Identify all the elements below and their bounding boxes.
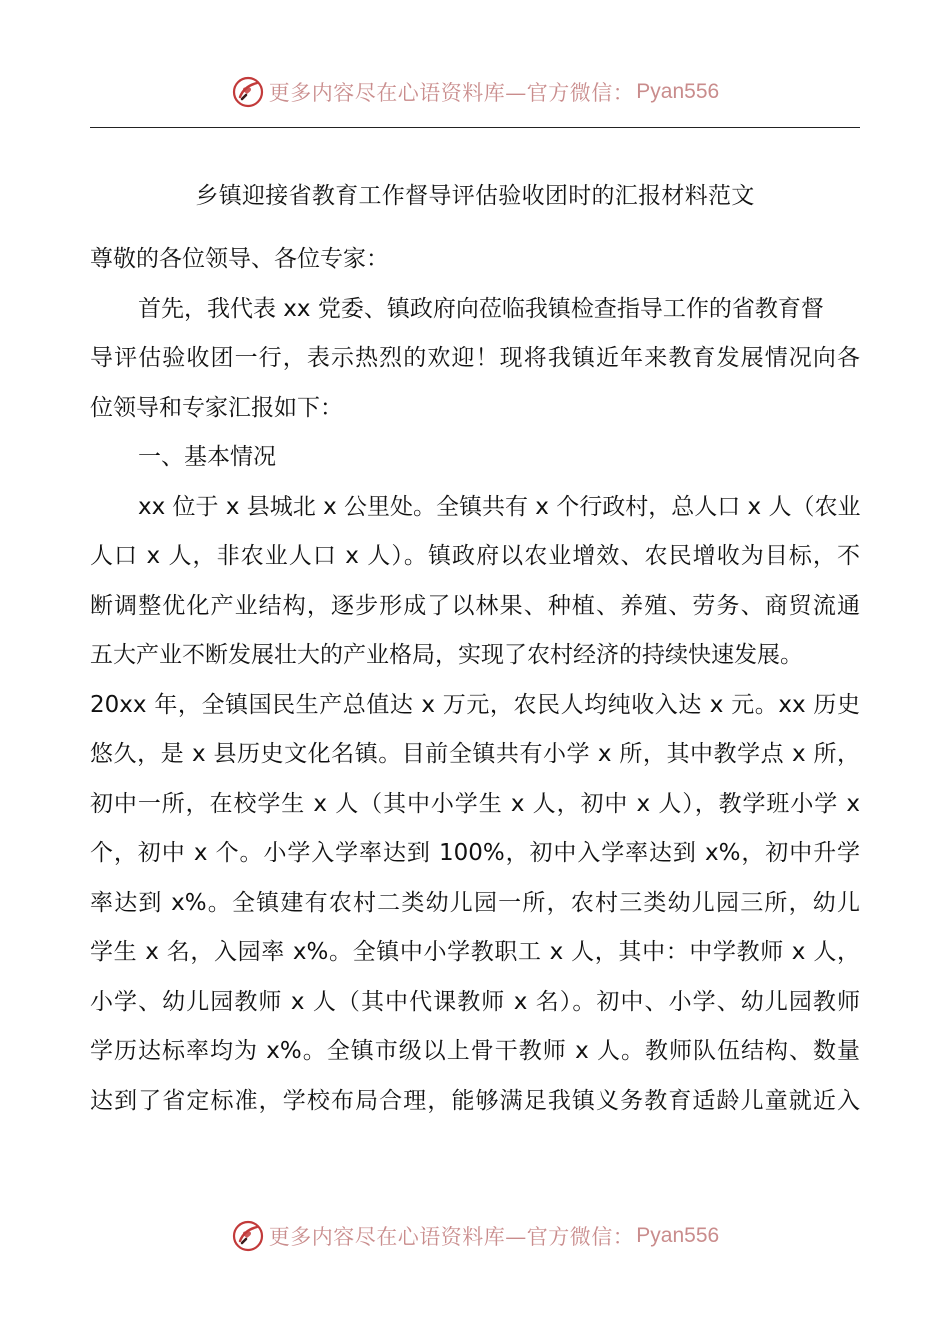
paragraph-line: 人口 x 人，非农业人口 x 人）。镇政府以农业增效、农民增收为目标，不 bbox=[90, 543, 860, 569]
paragraph-line: 位领导和专家汇报如下： bbox=[90, 394, 343, 421]
paragraph-line: 个，初中 x 个。小学入学率达到 100%，初中入学率达到 x%，初中升学 bbox=[90, 840, 860, 866]
pen-heart-logo-icon bbox=[231, 75, 265, 109]
paragraph-line: 率达到 x%。全镇建有农村二类幼儿园一所，农村三类幼儿园三所，幼儿 bbox=[90, 889, 860, 916]
salutation-line: 尊敬的各位领导、各位专家： bbox=[90, 246, 389, 272]
paragraph-line: 小学、幼儿园教师 x 人（其中代课教师 x 名）。初中、小学、幼儿园教师 bbox=[90, 988, 860, 1015]
paragraph-line: 断调整优化产业结构，逐步形成了以林果、种植、养殖、劳务、商贸流通 bbox=[90, 592, 860, 619]
paragraph-line: 初中一所，在校学生 x 人（其中小学生 x 人，初中 x 人），教学班小学 x bbox=[90, 790, 860, 817]
watermark-text: 更多内容尽在心语资料库—官方微信： bbox=[268, 81, 635, 105]
paragraph-line: 悠久，是 x 县历史文化名镇。目前全镇共有小学 x 所，其中教学点 x 所， bbox=[90, 741, 860, 767]
watermark-text: 更多内容尽在心语资料库—官方微信： bbox=[268, 1225, 635, 1249]
paragraph-line: 导评估验收团一行，表示热烈的欢迎！现将我镇近年来教育发展情况向各 bbox=[90, 345, 860, 371]
section-heading: 一、基本情况 bbox=[138, 444, 276, 470]
paragraph-line: 20xx 年，全镇国民生产总值达 x 万元，农民人均纯收入达 x 元。xx 历史 bbox=[90, 691, 860, 718]
pen-heart-logo-icon bbox=[231, 1219, 265, 1253]
watermark-wechat-id: Pyan556 bbox=[636, 80, 720, 103]
footer-watermark bbox=[0, 1214, 950, 1258]
header-watermark bbox=[0, 70, 950, 114]
paragraph-line: 首先，我代表 xx 党委、镇政府向莅临我镇检查指导工作的省教育督 bbox=[138, 295, 824, 322]
watermark-wechat-id: Pyan556 bbox=[636, 1224, 720, 1247]
document-body bbox=[90, 235, 860, 1126]
paragraph-line: 学历达标率均为 x%。全镇市级以上骨干教师 x 人。教师队伍结构、数量 bbox=[90, 1038, 860, 1064]
paragraph-line: 达到了省定标准，学校布局合理，能够满足我镇义务教育适龄儿童就近入 bbox=[90, 1087, 860, 1114]
paragraph-line: xx 位于 x 县城北 x 公里处。全镇共有 x 个行政村，总人口 x 人（农业 bbox=[138, 493, 861, 520]
paragraph-line: 五大产业不断发展壮大的产业格局，实现了农村经济的持续快速发展。 bbox=[90, 642, 803, 668]
document-title: 乡镇迎接省教育工作督导评估验收团时的汇报材料范文 bbox=[195, 183, 755, 209]
header-divider bbox=[90, 127, 860, 128]
paragraph-line: 学生 x 名，入园率 x%。全镇中小学教职工 x 人，其中：中学教师 x 人， bbox=[90, 939, 860, 965]
